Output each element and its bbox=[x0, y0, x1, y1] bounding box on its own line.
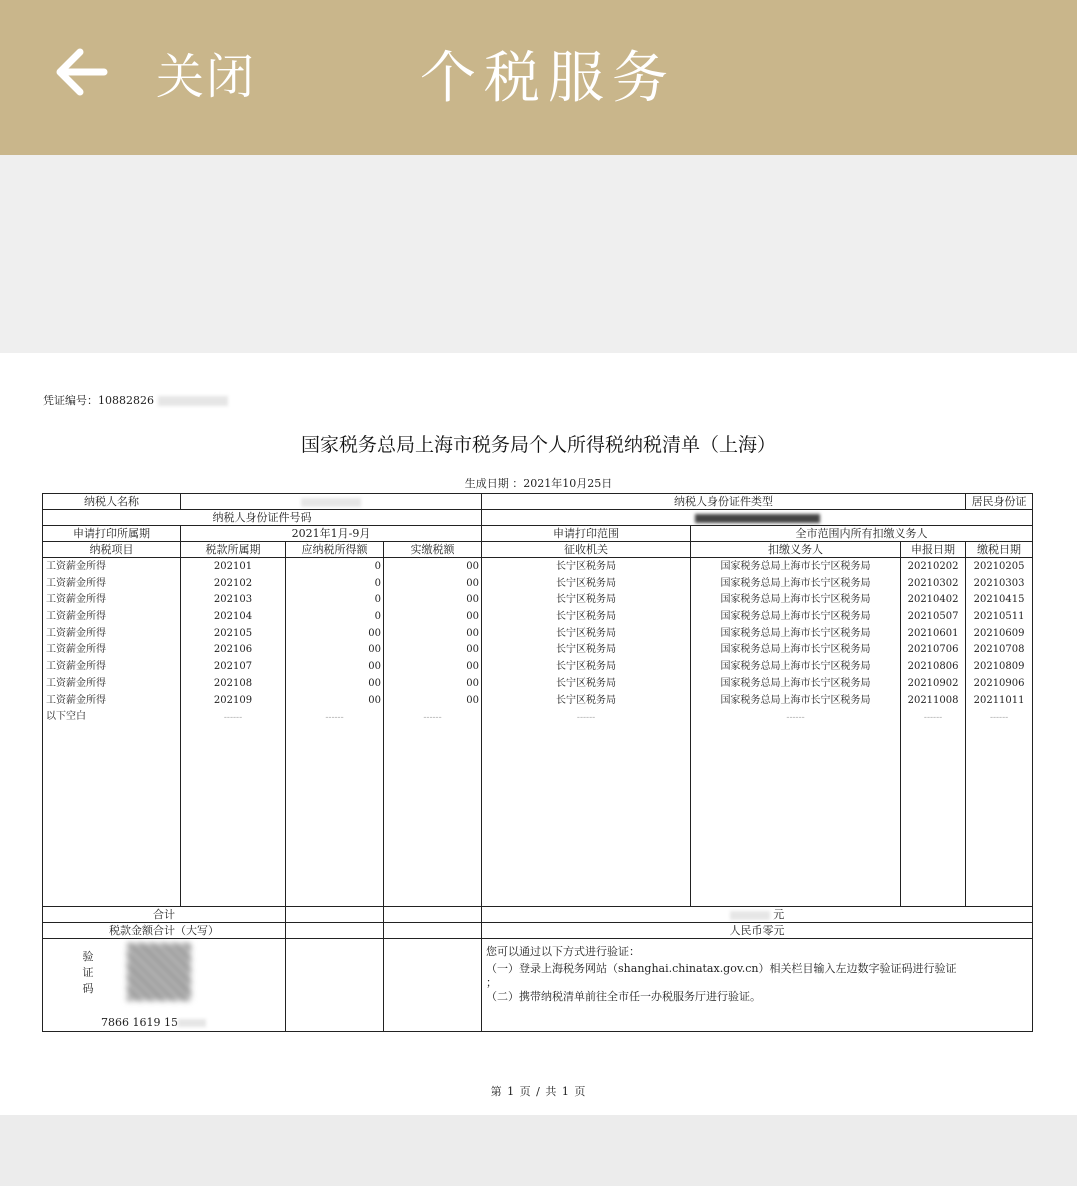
certificate-number bbox=[43, 392, 228, 408]
cell-withholder: 国家税务总局上海市长宁区税务局 bbox=[720, 594, 871, 606]
cell-period: 202104 bbox=[213, 611, 253, 623]
cell-report: 20211008 bbox=[907, 694, 959, 706]
redacted-block bbox=[730, 911, 770, 920]
cell-tax: 00 bbox=[466, 594, 480, 606]
verify-code-cell bbox=[43, 939, 286, 1032]
cell-item: 工资薪金所得 bbox=[46, 627, 106, 639]
total-unit: 元 bbox=[773, 908, 785, 921]
cert-no-label: 凭证编号： bbox=[43, 394, 98, 407]
amount-words-value: 人民币零元 bbox=[482, 923, 1033, 939]
dash-placeholder: ------ bbox=[223, 713, 243, 724]
cell-item: 工资薪金所得 bbox=[46, 561, 106, 572]
redacted-block bbox=[158, 396, 228, 406]
cell-period: 202105 bbox=[213, 627, 253, 639]
close-button[interactable]: 关闭 bbox=[156, 49, 257, 105]
cell-pay: 20210511 bbox=[973, 611, 1025, 623]
col-header: 税款所属期 bbox=[181, 542, 286, 558]
cell-pay: 20211011 bbox=[973, 694, 1025, 706]
cell-withholder: 国家税务总局上海市长宁区税务局 bbox=[720, 661, 871, 673]
amount-words-label: 税款金额合计（大写） bbox=[43, 923, 286, 939]
total-label: 合计 bbox=[43, 907, 286, 923]
verify-line: ； bbox=[486, 976, 498, 989]
cell-report: 20210507 bbox=[907, 611, 959, 623]
cell-period: 202109 bbox=[213, 694, 253, 706]
verify-empty bbox=[384, 939, 482, 1032]
amount-words-empty bbox=[384, 923, 482, 939]
cell-office: 长宁区税务局 bbox=[556, 694, 617, 706]
total-income bbox=[286, 907, 384, 923]
cell-office: 长宁区税务局 bbox=[556, 677, 617, 689]
cell-income: 00 bbox=[368, 644, 381, 656]
cert-no-value: 10882826 bbox=[98, 394, 154, 407]
dash-placeholder: ------ bbox=[989, 713, 1009, 724]
dash-placeholder: ------ bbox=[923, 713, 943, 724]
cell-item: 工资薪金所得 bbox=[46, 644, 106, 656]
generated-date: 生成日期 ：2021年10月25日 bbox=[464, 477, 613, 490]
arrow-left-icon[interactable] bbox=[52, 40, 112, 104]
cell-period: 202103 bbox=[213, 594, 253, 606]
qr-image bbox=[127, 943, 191, 1001]
verify-code-value bbox=[101, 1015, 206, 1030]
col-period bbox=[181, 558, 286, 907]
cell-item: 工资薪金所得 bbox=[46, 594, 106, 606]
verify-empty bbox=[286, 939, 384, 1032]
cell-income: 00 bbox=[368, 677, 381, 689]
amount-words-empty bbox=[286, 923, 384, 939]
cell-period: 202107 bbox=[213, 661, 253, 673]
cell-withholder: 国家税务总局上海市长宁区税务局 bbox=[720, 677, 871, 689]
cell-period: 202108 bbox=[213, 677, 253, 689]
dash-placeholder: ------ bbox=[576, 713, 596, 724]
taxpayer-name-label: 纳税人名称 bbox=[43, 494, 181, 510]
tax-statement-document bbox=[0, 353, 1077, 1115]
dash-placeholder: ------ bbox=[325, 713, 344, 724]
verify-line: （二）携带纳税清单前往全市任一办税服务厅进行验证。 bbox=[486, 990, 762, 1003]
cell-pay: 20210609 bbox=[973, 627, 1025, 639]
verify-line: （一）登录上海税务网站（shanghai.chinatax.gov.cn）相关栏目输入左边数字验证码进行验证 bbox=[486, 962, 957, 975]
cell-office: 长宁区税务局 bbox=[556, 611, 617, 623]
bottom-area bbox=[0, 1115, 1077, 1186]
verify-instructions bbox=[482, 939, 1033, 1032]
dash-placeholder: ------ bbox=[423, 713, 442, 724]
cell-tax: 00 bbox=[466, 577, 480, 589]
col-header: 申报日期 bbox=[901, 542, 966, 558]
page-footer: 第 1 页 / 共 1 页 bbox=[490, 1085, 587, 1098]
cell-report: 20210601 bbox=[907, 627, 959, 639]
verify-line: 您可以通过以下方式进行验证： bbox=[486, 945, 641, 958]
col-header: 纳税项目 bbox=[43, 542, 181, 558]
col-pay bbox=[966, 558, 1033, 907]
cell-income: 00 bbox=[368, 627, 381, 639]
cell-office: 长宁区税务局 bbox=[556, 644, 617, 656]
col-item bbox=[43, 558, 181, 907]
cell-income: 0 bbox=[374, 561, 381, 572]
redacted-block bbox=[695, 514, 820, 523]
cell-income: 00 bbox=[368, 661, 381, 673]
cell-item: 工资薪金所得 bbox=[46, 611, 106, 623]
col-header: 征收机关 bbox=[482, 542, 691, 558]
cell-pay: 20210205 bbox=[973, 561, 1025, 572]
print-period-label: 申请打印所属期 bbox=[43, 526, 181, 542]
cell-withholder: 国家税务总局上海市长宁区税务局 bbox=[720, 694, 871, 706]
col-withholder bbox=[691, 558, 901, 907]
cell-pay: 20210708 bbox=[973, 644, 1025, 656]
cell-report: 20210302 bbox=[907, 577, 959, 589]
col-office bbox=[482, 558, 691, 907]
cell-withholder: 国家税务总局上海市长宁区税务局 bbox=[720, 627, 871, 639]
cell-tax: 00 bbox=[466, 627, 480, 639]
cell-tax: 00 bbox=[466, 644, 480, 656]
col-header: 实缴税额 bbox=[384, 542, 482, 558]
cell-withholder: 国家税务总局上海市长宁区税务局 bbox=[720, 611, 871, 623]
cell-tax: 00 bbox=[466, 694, 480, 706]
cell-tax: 00 bbox=[466, 611, 480, 623]
cell-pay: 20210415 bbox=[973, 594, 1025, 606]
cell-withholder: 国家税务总局上海市长宁区税务局 bbox=[720, 561, 871, 572]
document-title: 国家税务总局上海市税务局个人所得税纳税清单（上海） bbox=[300, 434, 776, 456]
cell-pay: 20210809 bbox=[973, 661, 1025, 673]
print-scope-value: 全市范围内所有扣缴义务人 bbox=[691, 526, 1033, 542]
cell-income: 00 bbox=[368, 694, 381, 706]
verify-code-digits: 7866 1619 15 bbox=[101, 1016, 178, 1029]
app-header bbox=[0, 0, 1077, 155]
cell-item: 工资薪金所得 bbox=[46, 661, 106, 673]
cell-office: 长宁区税务局 bbox=[556, 561, 617, 572]
cell-report: 20210902 bbox=[907, 677, 959, 689]
verify-code-label: 验证码 bbox=[82, 950, 94, 995]
cell-tax: 00 bbox=[466, 661, 480, 673]
id-no-label: 纳税人身份证件号码 bbox=[43, 510, 482, 526]
cell-pay: 20210906 bbox=[973, 677, 1025, 689]
print-period-value: 2021年1月-9月 bbox=[181, 526, 482, 542]
cell-income: 0 bbox=[374, 611, 381, 623]
print-scope-label: 申请打印范围 bbox=[482, 526, 691, 542]
col-income bbox=[286, 558, 384, 907]
cell-item: 工资薪金所得 bbox=[46, 577, 106, 589]
column-header-row bbox=[43, 542, 1033, 558]
cell-pay: 20210303 bbox=[973, 577, 1025, 589]
cell-withholder: 国家税务总局上海市长宁区税务局 bbox=[720, 577, 871, 589]
dash-placeholder: ------ bbox=[786, 713, 805, 724]
total-tax bbox=[384, 907, 482, 923]
page-title: 个税服务 bbox=[420, 46, 676, 111]
col-header: 应纳税所得额 bbox=[286, 542, 384, 558]
cell-office: 长宁区税务局 bbox=[556, 661, 617, 673]
redacted-block bbox=[178, 1019, 206, 1027]
cell-item: 工资薪金所得 bbox=[46, 694, 106, 706]
cell-period: 202101 bbox=[213, 561, 253, 572]
col-tax bbox=[384, 558, 482, 907]
cell-tax: 00 bbox=[466, 561, 480, 572]
cell-office: 长宁区税务局 bbox=[556, 577, 617, 589]
cell-item: 工资薪金所得 bbox=[46, 677, 106, 689]
tax-table bbox=[42, 493, 1033, 1032]
cell-period: 202102 bbox=[213, 577, 253, 589]
cell-income: 0 bbox=[374, 594, 381, 606]
redacted-block bbox=[301, 498, 361, 507]
col-header: 缴税日期 bbox=[966, 542, 1033, 558]
cell-period: 202106 bbox=[213, 644, 253, 656]
cell-tax: 00 bbox=[466, 677, 480, 689]
cell-income: 0 bbox=[374, 577, 381, 589]
cell-report: 20210202 bbox=[907, 561, 959, 572]
cell-report: 20210806 bbox=[907, 661, 959, 673]
id-type-label: 纳税人身份证件类型 bbox=[482, 494, 966, 510]
cell-withholder: 国家税务总局上海市长宁区税务局 bbox=[720, 644, 871, 656]
qr-code bbox=[127, 943, 191, 1001]
col-report bbox=[901, 558, 966, 907]
data-body-row bbox=[43, 558, 1033, 907]
cell-office: 长宁区税务局 bbox=[556, 594, 617, 606]
blank-label: 以下空白 bbox=[46, 711, 86, 723]
taxpayer-name-value bbox=[181, 494, 482, 510]
cell-report: 20210402 bbox=[907, 594, 959, 606]
id-type-value: 居民身份证 bbox=[966, 494, 1033, 510]
cell-report: 20210706 bbox=[907, 644, 959, 656]
col-header: 扣缴义务人 bbox=[691, 542, 901, 558]
id-no-value bbox=[482, 510, 1033, 526]
cell-office: 长宁区税务局 bbox=[556, 627, 617, 639]
total-value bbox=[482, 907, 1033, 923]
